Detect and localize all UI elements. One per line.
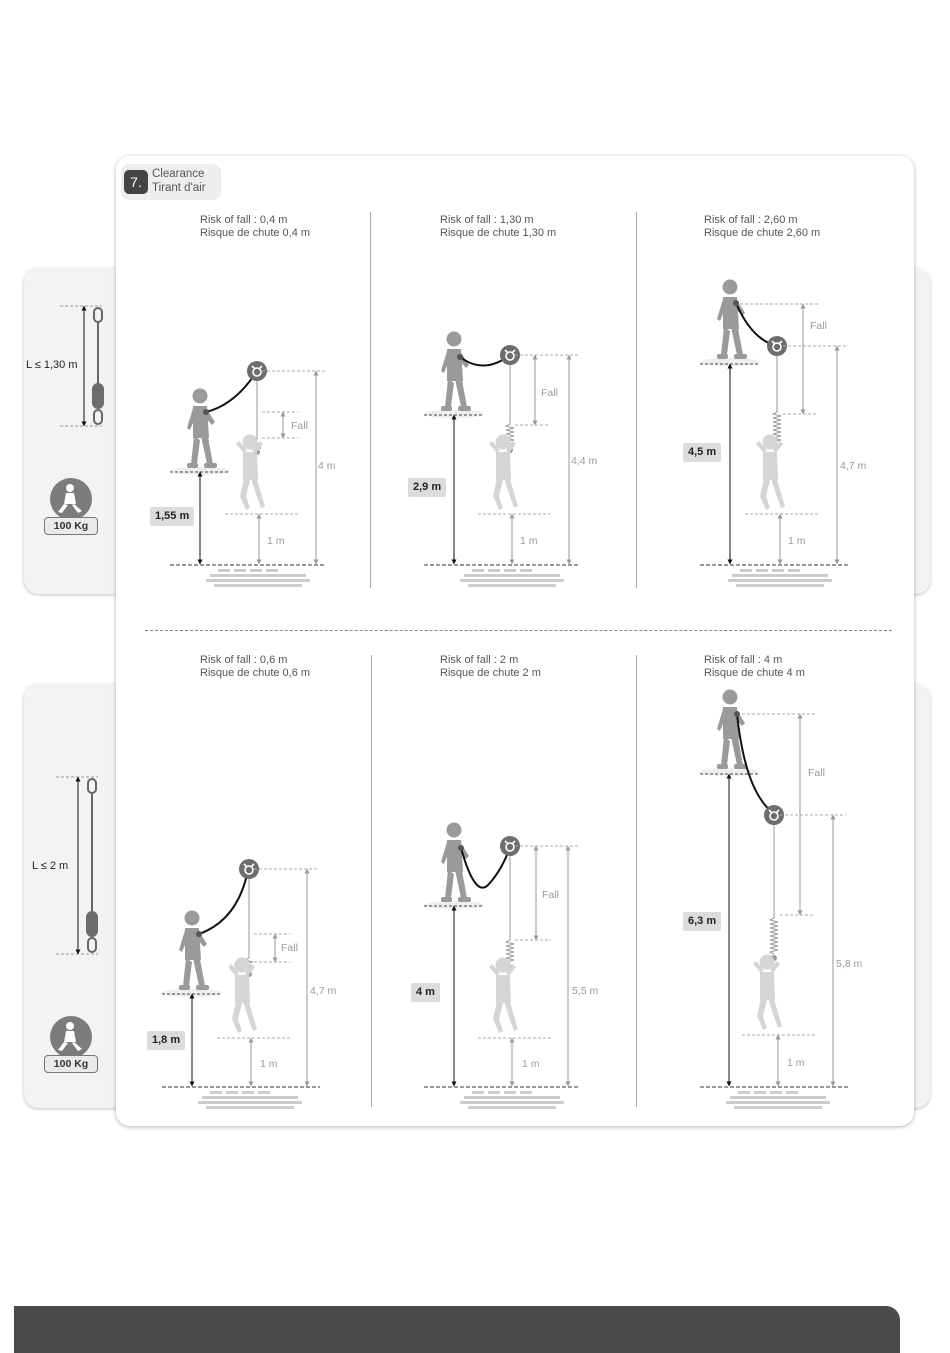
margin-label: 1 m — [260, 1058, 278, 1070]
lanyard-illustration-2 — [56, 777, 98, 954]
risk-fr: Risque de chute 4 m — [704, 667, 805, 679]
clearance-value: 4,5 m — [683, 443, 721, 462]
risk-en: Risk of fall : 1,30 m — [440, 214, 534, 226]
margin-label: 1 m — [788, 535, 806, 547]
lanyard-illustration-1 — [60, 306, 104, 426]
fall-label: Fall — [542, 889, 559, 901]
clearance-value: 6,3 m — [683, 912, 721, 931]
risk-en: Risk of fall : 2 m — [440, 654, 519, 666]
weight-badge-2: 100 Kg — [44, 1055, 98, 1073]
risk-fr: Risque de chute 0,6 m — [200, 667, 311, 679]
section-number: 7. — [124, 170, 148, 194]
lanyard-length-label-2: L ≤ 2 m — [32, 860, 69, 872]
section-title-fr: Tirant d'air — [152, 182, 206, 194]
fall-label: Fall — [808, 767, 825, 779]
clearance-value: 2,9 m — [408, 478, 446, 497]
footer-bar — [14, 1306, 900, 1353]
total-height-label: 4,7 m — [310, 985, 337, 997]
scenario-6-diagram — [699, 690, 848, 1110]
scenario-1-diagram — [170, 361, 325, 587]
risk-fr: Risque de chute 0,4 m — [200, 227, 311, 239]
risk-en: Risk of fall : 4 m — [704, 654, 783, 666]
total-height-label: 5,5 m — [572, 985, 599, 997]
total-height-label: 4,7 m — [840, 460, 867, 472]
clearance-value: 4 m — [411, 983, 440, 1002]
risk-en: Risk of fall : 0,6 m — [200, 654, 288, 666]
clearance-value: 1,55 m — [150, 507, 194, 526]
weight-badge-1: 100 Kg — [44, 517, 98, 535]
margin-label: 1 m — [787, 1057, 805, 1069]
total-height-label: 4,4 m — [571, 455, 598, 467]
total-height-label: 4 m — [318, 460, 336, 472]
lanyard-length-label-1: L ≤ 1,30 m — [26, 359, 78, 371]
margin-label: 1 m — [520, 535, 538, 547]
risk-fr: Risque de chute 2 m — [440, 667, 541, 679]
fall-label: Fall — [281, 942, 298, 954]
section-title-en: Clearance — [152, 168, 205, 180]
fall-label: Fall — [291, 420, 308, 432]
fall-label: Fall — [541, 387, 558, 399]
margin-label: 1 m — [522, 1058, 540, 1070]
margin-label: 1 m — [267, 535, 285, 547]
fall-label: Fall — [810, 320, 827, 332]
scenario-2-diagram — [424, 332, 580, 588]
risk-en: Risk of fall : 0,4 m — [200, 214, 288, 226]
total-height-label: 5,8 m — [836, 958, 863, 970]
risk-fr: Risque de chute 1,30 m — [440, 227, 557, 239]
risk-fr: Risque de chute 2,60 m — [704, 227, 821, 239]
risk-en: Risk of fall : 2,60 m — [704, 214, 798, 226]
scenario-5-diagram — [424, 823, 580, 1110]
scenario-4-diagram — [162, 859, 320, 1109]
clearance-value: 1,8 m — [147, 1031, 185, 1050]
